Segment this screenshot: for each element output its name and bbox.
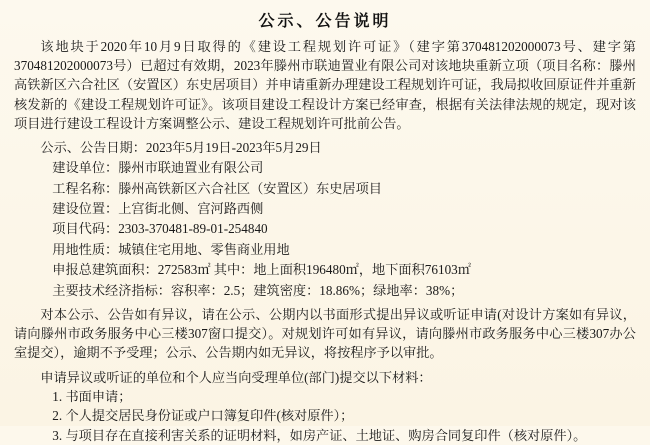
page-title: 公示、公告说明: [258, 13, 392, 30]
paragraph-dates: 公示、公告日期：2023年5月19日-2023年5月29日: [40, 140, 322, 156]
field-value: 上宫街北侧、宫河路西侧: [118, 201, 264, 217]
field-row: 主要技术经济指标：容积率：2.5；建筑密度：18.86%；绿地率：38%；: [52, 282, 464, 298]
field-label: 建设位置: [52, 201, 106, 217]
field-row: 建设单位：滕州市联迪置业有限公司: [52, 160, 264, 176]
paragraph-main: 该地块于2020年10月9日取得的《建设工程规划许可证》（建字第370481202000073号、建字第370481202000073号）已超过有效期，2023年滕州市联迪置业有限公司对该地块重新立项（项目名称：滕州高铁新区六合社区（安置区）东史居项目）并申请重新办理建设工程规划许可证，我局拟收回原证件并重新核发新的《建设工程规划许可证》。该项目建设工程设计方案已经审查，根据有关法律法规的规定，现对该项目进行建设工程设计方案调整公示、建设工程规划许可批前公告。: [14, 39, 636, 131]
field-label: 用地性质: [52, 241, 106, 257]
field-label: 主要技术经济指标: [52, 282, 158, 298]
field-label: 建设单位: [52, 160, 106, 176]
field-label: 项目代码: [52, 221, 106, 237]
materials-list: [14, 387, 636, 445]
project-field-list: [14, 158, 636, 300]
field-value: 容积率：2.5；建筑密度：18.86%；绿地率：38%；: [170, 282, 464, 298]
field-row: 工程名称：滕州高铁新区六合社区（安置区）东史居项目: [52, 180, 382, 196]
paragraph-objection: 对本公示、公告如有异议，请在公示、公期内以书面形式提出异议或听证申请(对设计方案如有异议，请向滕州市政务服务中心三楼307窗口提交）。对规划许可如有异议，请向滕州市政务服务中心三楼307办公室提交），逾期不予受理；公示、公告期内如无异议，将按程序予以审批。: [14, 307, 636, 361]
field-value: 城镇住宅用地、零售商业用地: [118, 241, 290, 257]
field-value: 滕州市联迪置业有限公司: [118, 160, 264, 176]
field-row: 用地性质：城镇住宅用地、零售商业用地: [52, 241, 290, 257]
field-row: 建设位置：上宫街北侧、宫河路西侧: [52, 201, 264, 217]
field-row: 项目代码：2303-370481-89-01-254840: [52, 221, 268, 237]
field-value: 2303-370481-89-01-254840: [118, 221, 268, 237]
list-item: 1. 书面申请；: [52, 388, 132, 404]
field-label: 申报总建筑面积: [52, 262, 145, 278]
field-value: 滕州高铁新区六合社区（安置区）东史居项目: [118, 180, 382, 196]
field-value: 272583㎡ 其中：地上面积196480㎡，地下面积76103㎡: [157, 262, 471, 278]
field-label: 工程名称: [52, 180, 106, 196]
document-body: [14, 37, 636, 445]
list-item: 2. 个人提交居民身份证或户口簿复印件(核对原件）；: [52, 408, 354, 424]
paragraph-materials-intro: 申请异议或听证的单位和个人应当向受理单位(部门)提交以下材料：: [40, 369, 432, 385]
field-row: 申报总建筑面积：272583㎡ 其中：地上面积196480㎡，地下面积76103㎡: [52, 262, 471, 278]
list-item: 3. 与项目存在直接利害关系的证明材料，如房产证、土地证、购房合同复印件（核对原件）。: [52, 427, 587, 443]
